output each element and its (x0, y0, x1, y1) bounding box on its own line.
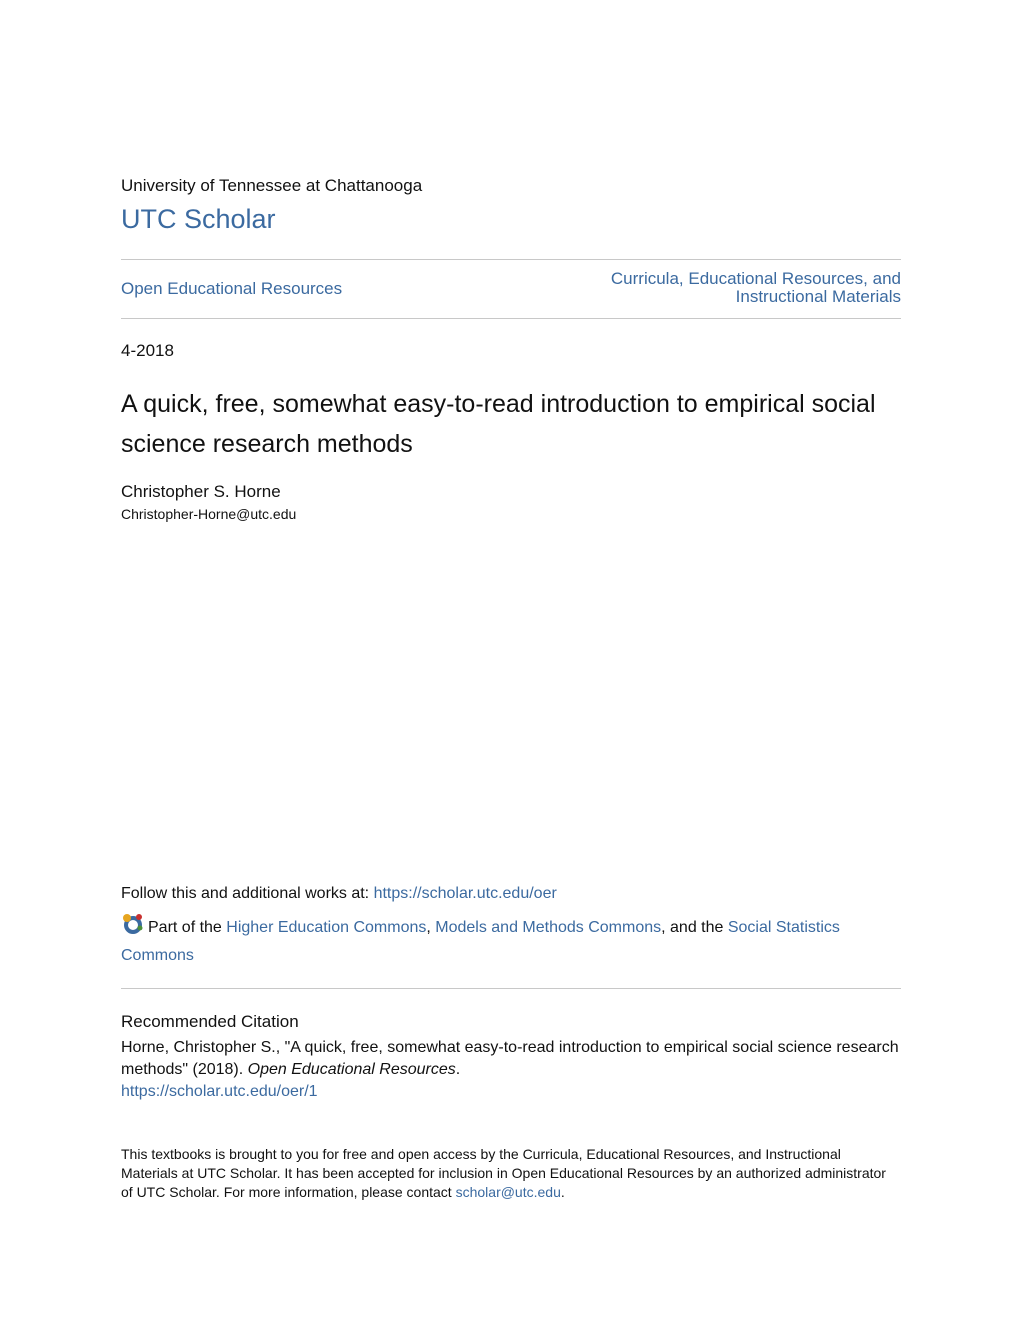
footer-notice (121, 1145, 901, 1202)
part-of-line (121, 913, 901, 970)
citation-series: Open Educational Resources (247, 1061, 456, 1078)
publication-date: 4-2018 (121, 341, 174, 360)
series-divider (121, 318, 901, 319)
collection-line-1: Curricula, Educational Resources, and (610, 269, 901, 288)
document-title: A quick, free, somewhat easy-to-read introduction to empirical social science research methods (121, 390, 876, 458)
collection-link[interactable] (611, 270, 901, 306)
series-link[interactable]: Open Educational Resources (121, 279, 343, 298)
citation-text: Horne, Christopher S., "A quick, free, somewhat easy-to-read introduction to empirical social science research methods" (2018). (121, 1039, 899, 1078)
author-email: Christopher-Horne@utc.edu (121, 506, 297, 522)
top-divider (121, 259, 901, 260)
part-of-separator-1: , (426, 919, 436, 936)
citation-block (121, 1037, 901, 1103)
cover-page (121, 0, 901, 1320)
part-of-prefix: Part of the (148, 919, 227, 936)
author-name: Christopher S. Horne (121, 482, 281, 501)
institution-name: University of Tennessee at Chattanooga (121, 176, 423, 195)
repository-link[interactable]: UTC Scholar (121, 204, 276, 234)
follow-url-link[interactable]: https://scholar.utc.edu/oer (373, 885, 557, 902)
citation-period: . (455, 1061, 461, 1078)
social-statistics-commons-link[interactable]: Social Statistics Commons (121, 919, 840, 964)
contact-email-link[interactable]: scholar@utc.edu (455, 1184, 561, 1200)
citation-url-link[interactable]: https://scholar.utc.edu/oer/1 (121, 1083, 318, 1100)
footer-end: . (560, 1184, 565, 1200)
citation-heading: Recommended Citation (121, 1012, 299, 1031)
commons-network-icon (121, 913, 145, 935)
follow-line (121, 885, 557, 903)
citation-divider (121, 988, 901, 989)
footer-text: This textbooks is brought to you for free and open access by the Curricula, Educational Resources, and Instructional Materials at UTC Scholar. It has been accepted for inclusion in Open Educational Resources by an authorized administrator of UTC Scholar. For more information, please contact (121, 1146, 886, 1200)
part-of-separator-2: , and the (661, 919, 728, 936)
models-methods-commons-link[interactable]: Models and Methods Commons (435, 919, 662, 936)
higher-education-commons-link[interactable]: Higher Education Commons (226, 919, 427, 936)
collection-line-2: Instructional Materials (735, 287, 901, 306)
follow-label: Follow this and additional works at: (121, 885, 374, 902)
